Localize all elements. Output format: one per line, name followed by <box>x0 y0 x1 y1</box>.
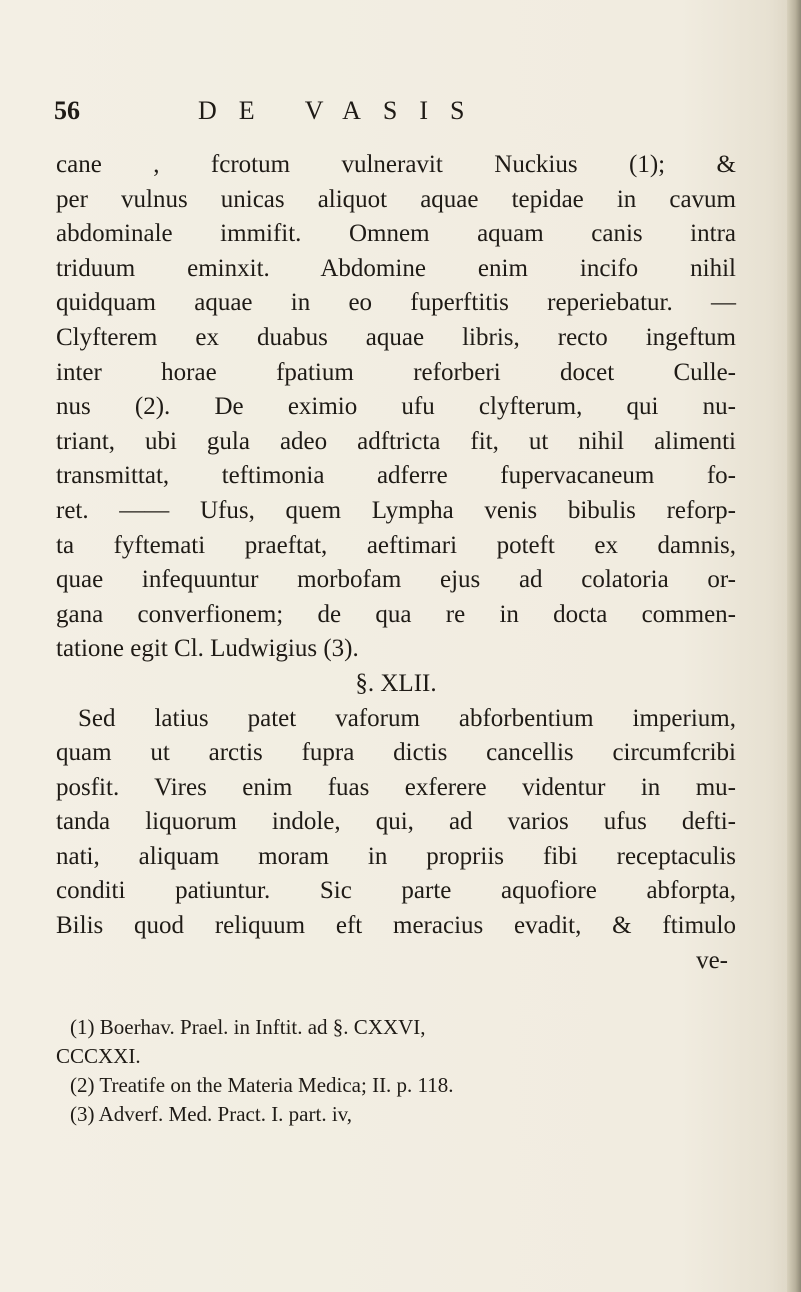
text-line: cane , fcrotum vulneravit Nuckius (1); & <box>56 151 736 178</box>
footnote: (3) Adverf. Med. Pract. I. part. iv, <box>70 1102 353 1126</box>
running-head: DE VASIS <box>198 96 487 125</box>
text-line: Sed latius patet vaforum abforbentium imperium, <box>78 704 736 732</box>
text-line: ta fyftemati praeftat, aeftimari poteft ex damnis, <box>56 531 736 559</box>
text-line: quam ut arctis fupra dictis cancellis circumfcribi <box>56 739 736 767</box>
page-header <box>54 96 754 136</box>
text-line: nus (2). De eximio ufu clyfterum, qui nu- <box>56 393 736 421</box>
text-line: abdominale immifit. Omnem aquam canis intra <box>56 220 736 248</box>
text-line: transmittat, teftimonia adferre fupervacaneum fo- <box>56 462 736 490</box>
text-line: inter horae fpatium reforberi docet Culle- <box>56 358 736 386</box>
text-line: quidquam aquae in eo fuperftitis reperiebatur. — <box>56 289 736 317</box>
text-line: gana converfionem; de qua re in docta commen- <box>56 600 736 628</box>
text-line: nati, aliquam moram in propriis fibi receptaculis <box>56 842 736 870</box>
page-edge <box>787 0 801 1292</box>
text-line: quae infequuntur morbofam ejus ad colatoria or- <box>56 566 736 594</box>
footnotes <box>56 1013 736 1129</box>
text-line: triduum eminxit. Abdomine enim incifo nihil <box>56 254 736 282</box>
text-line: tanda liquorum indole, qui, ad varios ufus defti- <box>56 808 736 836</box>
footnote-continuation: CCCXXI. <box>56 1044 141 1068</box>
text-line: per vulnus unicas aliquot aquae tepidae in cavum <box>56 185 736 213</box>
text-line: conditi patiuntur. Sic parte aquofiore abforpta, <box>56 877 736 905</box>
page-number: 56 <box>54 96 80 125</box>
text-line: ret. —— Ufus, quem Lympha venis bibulis reforp- <box>56 496 736 524</box>
text-line: tatione egit Cl. Ludwigius (3). <box>56 635 359 663</box>
catchword: ve- <box>696 946 728 974</box>
body-text <box>56 148 736 978</box>
footnote: (2) Treatife on the Materia Medica; II. p. 118. <box>70 1073 454 1097</box>
footnote: (1) Boerhav. Prael. in Inftit. ad §. CXXVI, <box>70 1015 426 1039</box>
text-line: triant, ubi gula adeo adftricta fit, ut nihil alimenti <box>56 427 736 455</box>
text-line: Clyfterem ex duabus aquae libris, recto ingeftum <box>56 323 736 351</box>
section-heading: §. XLII. <box>355 669 437 697</box>
text-line: posfit. Vires enim fuas exferere videntur in mu- <box>56 773 736 801</box>
text-line: Bilis quod reliquum eft meracius evadit, & ftimulo <box>56 912 736 940</box>
